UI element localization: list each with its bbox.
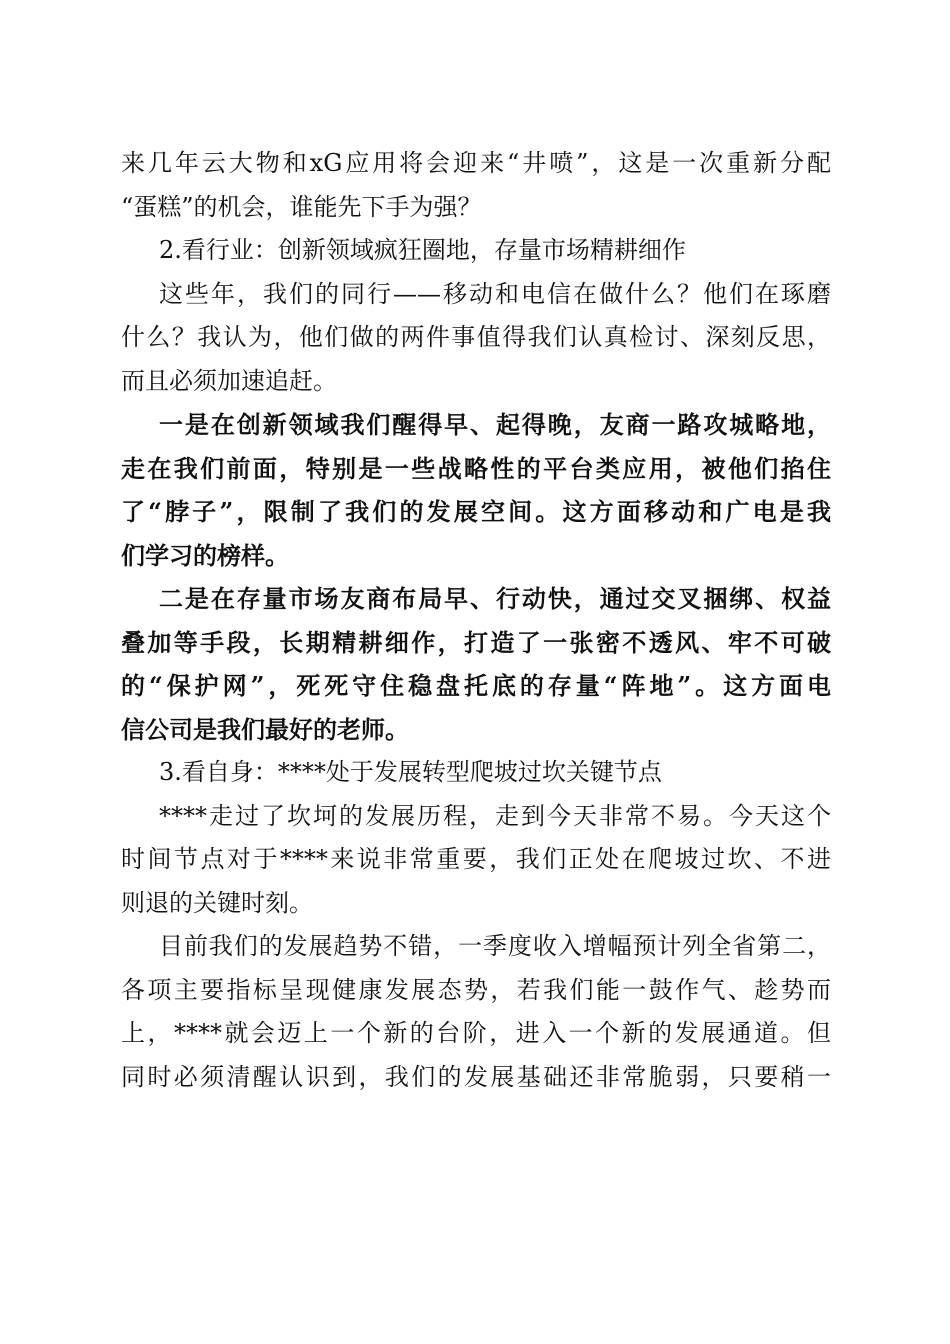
text-line: 的“保护网”，死死守住稳盘托底的存量“阵地”。这方面电	[121, 671, 831, 700]
text-line: 来几年云大物和xG应用将会迎来“井喷”，这是一次重新分配	[121, 149, 831, 177]
text-line: 同时必须清醒认识到，我们的发展基础还非常脆弱，只要稍一	[121, 1062, 831, 1091]
text-line: 各项主要指标呈现健康发展态势，若我们能一鼓作气、趁势而	[121, 975, 831, 1004]
text-line: 上，****就会迈上一个新的台阶，进入一个新的发展通道。但	[121, 1019, 831, 1047]
text-line: ****走过了坎坷的发展历程，走到今天非常不易。今天这个	[159, 801, 831, 830]
text-line: 信公司是我们最好的老师。	[121, 714, 409, 744]
text-line: 这些年，我们的同行——移动和电信在做什么？他们在琢磨	[159, 279, 831, 308]
text-line: 什么？我认为，他们做的两件事值得我们认真检讨、深刻反思，	[121, 323, 831, 351]
text-line: 一是在创新领域我们醒得早、起得晚，友商一路攻城略地，	[159, 410, 831, 439]
paragraph-4	[121, 577, 831, 751]
section-heading: 3.看自身：****处于发展转型爬坡过坎关键节点	[159, 758, 662, 786]
text-line: “蛋糕”的机会，谁能先下手为强？	[121, 192, 482, 221]
text-line: 而且必须加速追赶。	[121, 366, 337, 395]
text-line: 二是在存量市场友商布局早、行动快，通过交叉捆绑、权益	[159, 584, 831, 613]
text-line: 叠加等手段，长期精耕细作，打造了一张密不透风、牢不可破	[121, 627, 831, 657]
text-line: 们学习的榜样。	[121, 540, 289, 570]
paragraph-5	[121, 795, 831, 926]
paragraph-6	[121, 925, 831, 1099]
text-line: 走在我们前面，特别是一些战略性的平台类应用，被他们掐住	[121, 453, 831, 483]
paragraph-2	[121, 273, 831, 404]
document-body	[121, 142, 831, 1099]
paragraph-3	[121, 403, 831, 577]
text-line: 时间节点对于****来说非常重要，我们正处在爬坡过坎、不进	[121, 845, 831, 873]
text-line: 目前我们的发展趋势不错，一季度收入增幅预计列全省第二，	[159, 932, 831, 960]
section-heading: 2.看行业：创新领域疯狂圈地，存量市场精耕细作	[159, 236, 686, 264]
text-line: 则退的关键时刻。	[121, 888, 313, 917]
text-line: 了“脖子”，限制了我们的发展空间。这方面移动和广电是我	[121, 497, 831, 526]
paragraph-1	[121, 142, 831, 229]
